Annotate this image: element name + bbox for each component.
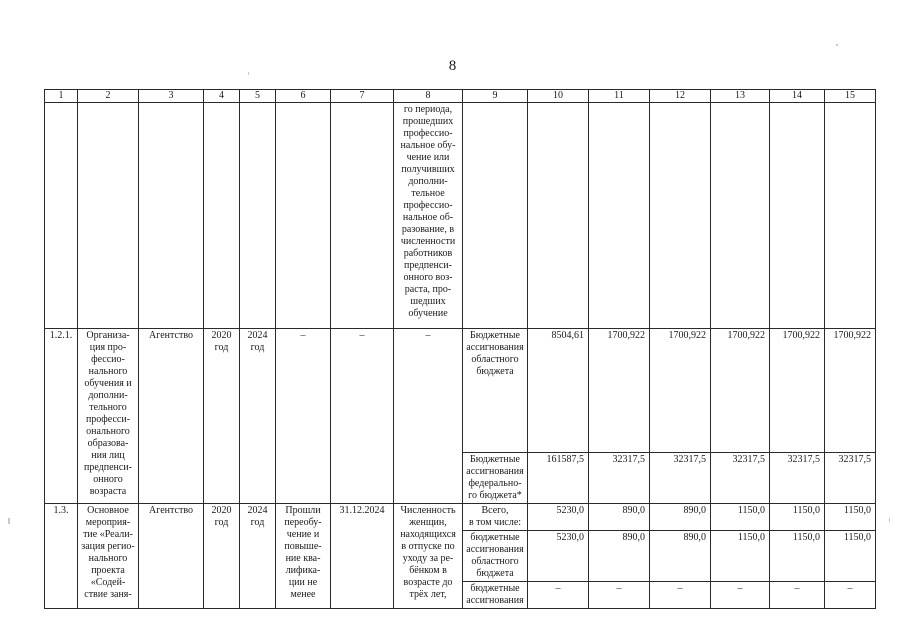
- result-date: 31.12.2024: [331, 504, 394, 609]
- funding-source: Бюджетные ассигнования федерально- го бюджета*: [463, 453, 528, 504]
- amount-total: 161587,5: [528, 453, 589, 504]
- col-header-7: 7: [331, 90, 394, 103]
- result-date: –: [331, 329, 394, 504]
- col-header-8: 8: [394, 90, 463, 103]
- col-header-6: 6: [276, 90, 331, 103]
- table-row-1-2-1: [45, 329, 876, 453]
- col-header-5: 5: [240, 90, 276, 103]
- col-header-2: 2: [78, 90, 139, 103]
- scan-speck: [889, 518, 890, 522]
- col-header-9: 9: [463, 90, 528, 103]
- col-header-14: 14: [770, 90, 825, 103]
- col-header-4: 4: [204, 90, 240, 103]
- scan-speck: [248, 72, 249, 75]
- amount-2022: –: [711, 582, 770, 609]
- amount-2023: 1700,922: [770, 329, 825, 453]
- row-number: 1.2.1.: [45, 329, 78, 504]
- amount-2024: –: [825, 582, 876, 609]
- amount-2023: 1150,0: [770, 504, 825, 531]
- amount-total: 8504,61: [528, 329, 589, 453]
- start-year: 2020 год: [204, 329, 240, 504]
- indicator: –: [394, 329, 463, 504]
- expected-result: –: [276, 329, 331, 504]
- amount-2020: 890,0: [589, 531, 650, 582]
- col-header-13: 13: [711, 90, 770, 103]
- funding-source: Всего, в том числе:: [463, 504, 528, 531]
- indicator: Численность женщин, находящихся в отпуске по уходу за ре- бёнком в возрасте до трёх лет,: [394, 504, 463, 609]
- table-row-1-3: [45, 504, 876, 531]
- measure-name: Основное мероприя- тие «Реали- зация регио- нального проекта «Содей- ствие заня-: [78, 504, 139, 609]
- amount-2020: –: [589, 582, 650, 609]
- amount-2021: 1700,922: [650, 329, 711, 453]
- amount-2021: 890,0: [650, 504, 711, 531]
- amount-2020: 890,0: [589, 504, 650, 531]
- funding-source: Бюджетные ассигнования областного бюджета: [463, 329, 528, 453]
- table-row-continuation: [45, 103, 876, 329]
- amount-2024: 1150,0: [825, 504, 876, 531]
- indicator-text: го периода, прошедших профессио- нальное обу- чение или получивших дополни- тельное профессио- нальное об- разование, в численности работников предпенси- онного воз- раста, про- шедших обучение: [400, 104, 456, 319]
- executor: Агентство: [139, 504, 204, 609]
- amount-2024: 32317,5: [825, 453, 876, 504]
- amount-2022: 1150,0: [711, 504, 770, 531]
- amount-2021: –: [650, 582, 711, 609]
- page-number: 8: [448, 58, 457, 74]
- amount-2024: 1700,922: [825, 329, 876, 453]
- amount-2021: 32317,5: [650, 453, 711, 504]
- funding-source: бюджетные ассигнования: [463, 582, 528, 609]
- col-header-10: 10: [528, 90, 589, 103]
- end-year: 2024 год: [240, 329, 276, 504]
- amount-2020: 1700,922: [589, 329, 650, 453]
- col-header-11: 11: [589, 90, 650, 103]
- amount-2023: –: [770, 582, 825, 609]
- column-number-row: [45, 90, 876, 103]
- expected-result: Прошли переобу- чение и повыше- ние ква- лифика- ции не менее: [276, 504, 331, 609]
- amount-2022: 1700,922: [711, 329, 770, 453]
- start-year: 2020 год: [204, 504, 240, 609]
- program-table: [44, 89, 876, 609]
- amount-2023: 1150,0: [770, 531, 825, 582]
- col-header-1: 1: [45, 90, 78, 103]
- amount-total: 5230,0: [528, 531, 589, 582]
- end-year: 2024 год: [240, 504, 276, 609]
- indicator-cell: [394, 103, 463, 329]
- amount-total: –: [528, 582, 589, 609]
- scan-speck: [8, 518, 10, 524]
- col-header-15: 15: [825, 90, 876, 103]
- amount-2022: 32317,5: [711, 453, 770, 504]
- row-number: 1.3.: [45, 504, 78, 609]
- amount-total: 5230,0: [528, 504, 589, 531]
- amount-2023: 32317,5: [770, 453, 825, 504]
- amount-2024: 1150,0: [825, 531, 876, 582]
- amount-2021: 890,0: [650, 531, 711, 582]
- scan-speck: [836, 44, 838, 46]
- amount-2022: 1150,0: [711, 531, 770, 582]
- funding-source: бюджетные ассигнования областного бюджета: [463, 531, 528, 582]
- amount-2020: 32317,5: [589, 453, 650, 504]
- measure-name: Организа- ция про- фессио- нального обучения и дополни- тельного професси- онального образова- ния лиц предпенси- онного возраста: [78, 329, 139, 504]
- executor: Агентство: [139, 329, 204, 504]
- col-header-3: 3: [139, 90, 204, 103]
- col-header-12: 12: [650, 90, 711, 103]
